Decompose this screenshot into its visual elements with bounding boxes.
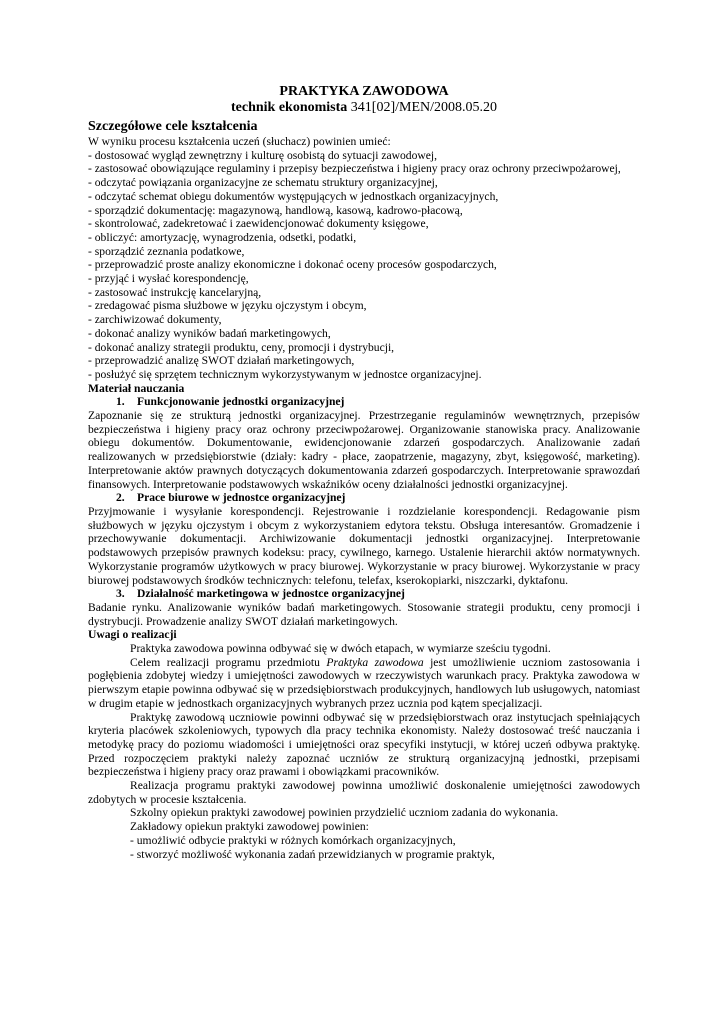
remarks-paragraph-1: Praktyka zawodowa powinna odbywać się w dwóch etapach, w wymiarze sześciu tygodni. [130,642,551,656]
section-2-number: 2. [116,491,125,505]
remarks-p2-after: jest umożliwienie uczniom zastosowania i pogłębienia zdobytej wiedzy i umiejętności zawodowych w rzeczywistych warunkach pracy. Praktyka zawodowa w pierwszym etapie powinna odbywać się w przedsiębiorstwach produkcyjnych, handlowych lub usługowych, natomiast w drugim etapie w jednostkach organizacyjnych wybranych przez ucznia pod kątem specjalizacji. [88,655,640,710]
goal-item: - zastosować instrukcję kancelaryjną, [88,285,262,299]
goal-item: - dostosować wygląd zewnętrzny i kulturę osobistą do sytuacji zawodowej, [88,148,438,162]
remarks-paragraph-6: Zakładowy opiekun praktyki zawodowej powinien: [130,820,369,834]
goal-item: - dokonać analizy strategii produktu, ceny, promocji i dystrybucji, [88,340,395,354]
goal-item: - zredagować pisma służbowe w języku ojczystym i obcym, [88,299,367,313]
section-3-heading [88,587,640,601]
document-title: PRAKTYKA ZAWODOWA [279,84,449,99]
document-subtitle [88,100,640,116]
goal-item: - przyjąć i wysłać korespondencję, [88,272,249,286]
goal-item: - przeprowadzić proste analizy ekonomiczne i dokonać oceny procesów gospodarczych, [88,258,497,272]
section-1-number: 1. [116,395,125,409]
goal-item: - zastosować obowiązujące regulaminy i przepisy bezpieczeństwa i higieny pracy oraz ochrony przeciwpożarowej, [88,162,621,176]
goal-item: - odczytać schemat obiegu dokumentów występujących w jednostkach organizacyjnych, [88,189,499,203]
goal-item: - sporządzić dokumentację: magazynową, handlową, kasową, kadrowo-płacową, [88,203,463,217]
section-3-title: Działalność marketingowa w jednostce organizacyjnej [137,587,405,601]
goals-intro: W wyniku procesu kształcenia uczeń (słuchacz) powinien umieć: [88,135,391,148]
remarks-p2-before: Celem realizacji programu przedmiotu [130,655,327,669]
goal-item: - obliczyć: amortyzację, wynagrodzenia, odsetki, podatki, [88,230,357,244]
profession-name: technik ekonomista [230,100,348,115]
remarks-list-item: - umożliwić odbycie praktyki w różnych komórkach organizacyjnych, [130,833,456,847]
section-2-title: Prace biurowe w jednostce organizacyjnej [137,491,346,505]
document-page [88,84,640,861]
goal-item: - posłużyć się sprzętem technicznym wykorzystywanym w jednostce organizacyjnej. [88,367,482,381]
goal-item: - skontrolować, zadekretować i zaewidencjonować dokumenty księgowe, [88,217,429,231]
remarks-paragraph-4: Realizacja programu praktyki zawodowej powinna umożliwić doskonalenie umiejętności zawodowych zdobytych w procesie kształcenia. [88,779,640,806]
section-1-heading [88,395,640,409]
goal-item: - sporządzić zeznania podatkowe, [88,244,245,258]
section-1-text: Zapoznanie się ze strukturą jednostki organizacyjnej. Przestrzeganie regulaminów wewnętrznych, przepisów bezpieczeństwa i higieny pracy oraz ochrony przeciwpożarowej. Organizowanie stanowiska pracy. Analizowanie obiegu dokumentów. Dokumentowanie, ewidencjonowanie zdarzeń gospodarczych. Analizowanie zadań realizowanych w przedsiębiorstwie (działy: kadry - płace, zaopatrzenie, magazyny, zbyt, księgowość, marketing). Interpretowanie aktów prawnych dotyczących dokumentowania zdarzeń gospodarczych. Interpretowanie sprawozdań finansowych. Interpretowanie podstawowych wskaźników oceny działalności jednostki organizacyjnej. [88,409,640,491]
section-2-heading [88,491,640,505]
remarks-heading: Uwagi o realizacji [88,628,177,642]
goal-item: - odczytać powiązania organizacyjne ze schematu struktury organizacyjnej, [88,176,438,190]
goals-heading: Szczegółowe cele kształcenia [88,119,258,134]
subject-name: Praktyka zawodowa [326,655,424,669]
goals-list [88,149,640,382]
goal-item: - zarchiwizować dokumenty, [88,313,222,327]
remarks-paragraph-2 [88,656,640,711]
section-2-text: Przyjmowanie i wysyłanie korespondencji. Rejestrowanie i rozdzielanie korespondencji. Redagowanie pism służbowych w języku ojczystym i obcym z wykorzystaniem edytora tekstu. Obsługa interesantów. Gromadzenie i przechowywanie dokumentacji. Archiwizowanie dokumentacji jednostki organizacyjnej. Interpretowanie podstawowych przepisów prawnych kodeksu: pracy, cywilnego, karnego. Ustalenie hierarchii aktów normatywnych. Wykorzystanie programów użytkowych w pracy biurowej. Wykorzystanie w pracy biurowej. Wykorzystanie w pracy biurowej podstawowych środków technicznych: telefonu, telefax, kserokopiarki, niszczarki, dyktafonu. [88,504,640,587]
section-3-number: 3. [116,587,125,601]
remarks-paragraph-5: Szkolny opiekun praktyki zawodowej powinien przydzielić uczniom zadania do wykonania. [130,806,559,820]
remarks-paragraph-3: Praktykę zawodową uczniowie powinni odbywać się w przedsiębiorstwach oraz instytucjach spełniających kryteria placówek szkoleniowych, typowych dla pracy technika ekonomisty. Należy dostosować treść nauczania i metodykę pracy do poziomu wiadomości i umiejętności oraz specyfiki instytucji, w której uczeń odbywa praktykę. Przed rozpoczęciem praktyki należy zapoznać uczniów ze strukturą organizacyjną jednostki, przepisami bezpieczeństwa i higieny pracy oraz prawami i obowiązkami pracowników. [88,710,640,779]
remarks-list-item: - stworzyć możliwość wykonania zadań przewidzianych w programie praktyk, [130,847,495,861]
goal-item: - dokonać analizy wyników badań marketingowych, [88,326,331,340]
goal-item: - przeprowadzić analizę SWOT działań marketingowych, [88,354,355,368]
material-heading: Materiał nauczania [88,381,185,395]
program-code: 341[02]/MEN/2008.05.20 [347,100,497,115]
section-3-text: Badanie rynku. Analizowanie wyników badań marketingowych. Stosowanie strategii produktu, ceny promocji i dystrybucji. Prowadzenie analizy SWOT działań marketingowych. [88,600,640,628]
section-1-title: Funkcjonowanie jednostki organizacyjnej [137,395,345,409]
